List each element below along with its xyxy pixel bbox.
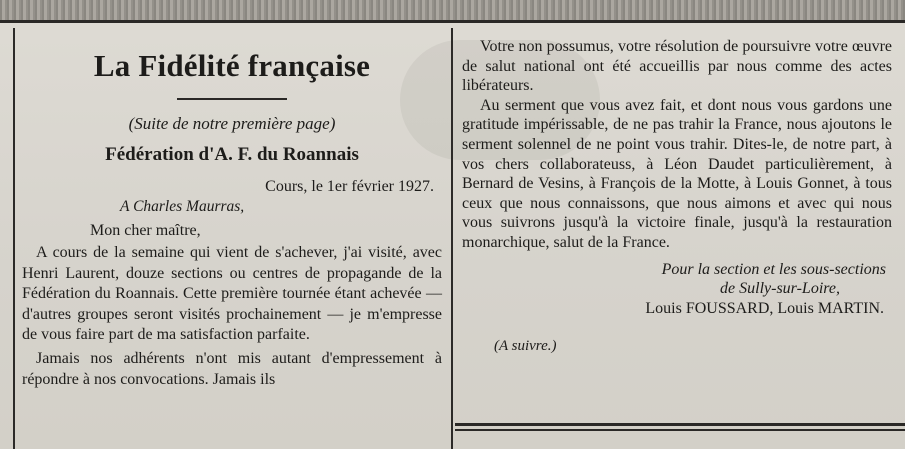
signatories: Louis FOUSSARD, Louis MARTIN. <box>645 299 884 317</box>
paragraph: A cours de la semaine qui vient de s'achever, j'ai visité, avec Henri Laurent, douze sections ou centres de propagande de la Fédération du Roannais. Cette première tournée étant achevée — d'autres groupes seront visités prochainement — je m'empresse de vous faire part de ma satisfaction parfaite. <box>22 244 442 344</box>
left-column-rule <box>13 28 15 449</box>
left-column <box>22 30 442 390</box>
right-column <box>462 30 892 355</box>
top-rule <box>0 20 905 23</box>
federation-heading: Fédération d'A. F. du Roannais <box>105 144 359 165</box>
signature-line: de Sully-sur-Loire, <box>720 279 840 297</box>
signature-line: Pour la section et les sous-sections <box>661 260 886 278</box>
paragraph: Votre non possumus, votre résolution de poursuivre votre œuvre de salut national ont été accueillis par nous comme des actes libérateurs. <box>462 38 892 95</box>
article-title: La Fidélité française <box>93 48 371 83</box>
letter-date: Cours, le 1er février 1927. <box>265 178 434 195</box>
paragraph: Jamais nos adhérents n'ont mis autant d'empressement à répondre à nos convocations. Jamais ils <box>22 349 442 388</box>
top-masthead-band <box>0 0 905 20</box>
bottom-double-rule <box>455 423 905 431</box>
letter-addressee: A Charles Maurras, <box>120 198 245 215</box>
title-divider <box>177 98 287 100</box>
letter-salutation: Mon cher maître, <box>90 222 201 239</box>
article-subtitle: (Suite de notre première page) <box>128 114 336 133</box>
middle-column-rule <box>451 28 453 449</box>
paragraph: Au serment que vous avez fait, et dont nous vous gardons une gratitude impérissable, de ne pas trahir la France, nous ajoutons le serment solennel de ne point vous trahir. Dites-le, de notre part, à vos chers collaborateuss, à Léon Daudet particulièrement, à Bernard de Vesins, à François de la Motte, à Louis Gonnet, à tous ceux que nous connaissons, que nous aimons et avec qui nous vous suivrons jusqu'à la victoire finale, jusqu'à la restauration monarchique, salut de la France. <box>462 96 892 251</box>
to-be-continued: (A suivre.) <box>494 337 557 354</box>
